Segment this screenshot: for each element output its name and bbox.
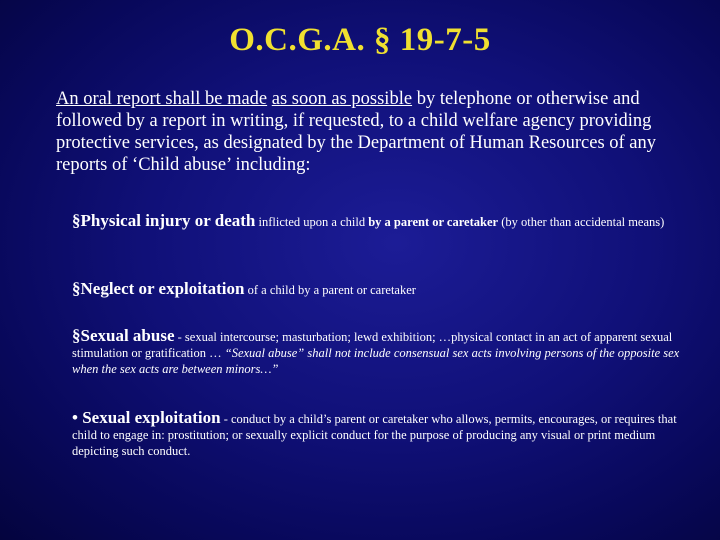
intro-underlined-phrase-2: as soon as possible bbox=[271, 89, 413, 109]
bullet-text-bold: by a parent or caretaker bbox=[368, 215, 499, 229]
bullet-text: inflicted upon a child bbox=[255, 215, 369, 229]
intro-paragraph bbox=[56, 88, 686, 176]
bullet-text: - conduct by a child’s parent or caretaker who allows, permits, encourages, or requires that child to engage in: prostitution; or sexually explicit conduct for the purpose of producing any visual or print medium depicting such conduct. bbox=[72, 412, 677, 458]
bullet-sexual-exploitation bbox=[72, 410, 682, 459]
bullet-heading: §Physical injury or death bbox=[72, 211, 256, 230]
bullet-text-italic: “Sexual abuse” shall not include consensual sex acts involving persons of the opposite sex when the sex acts are between minors…” bbox=[72, 346, 680, 376]
intro-text: by telephone or otherwise and followed by a report in writing, if requested, to a child welfare agency providing protective services, as designated by the Department of Human Resources of any reports of ‘Child abuse’ including: bbox=[56, 89, 657, 175]
bullet-heading: • Sexual exploitation bbox=[72, 408, 221, 427]
bullet-heading: §Sexual abuse bbox=[72, 326, 175, 345]
bullet-heading: §Neglect or exploitation bbox=[72, 279, 245, 298]
bullet-text: - sexual intercourse; masturbation; lewd exhibition; …physical contact in an act of apparent sexual stimulation or gratification … bbox=[72, 330, 673, 360]
bullet-text: of a child by a parent or caretaker bbox=[244, 283, 416, 297]
bullet-sexual-abuse bbox=[72, 328, 682, 377]
bullet-physical-injury bbox=[72, 213, 682, 230]
bullet-neglect bbox=[72, 281, 682, 298]
slide-title: O.C.G.A. § 19-7-5 bbox=[229, 22, 491, 58]
bullet-text: (by other than accidental means) bbox=[498, 215, 665, 229]
intro-underlined-phrase-1: An oral report shall be made bbox=[56, 89, 268, 109]
